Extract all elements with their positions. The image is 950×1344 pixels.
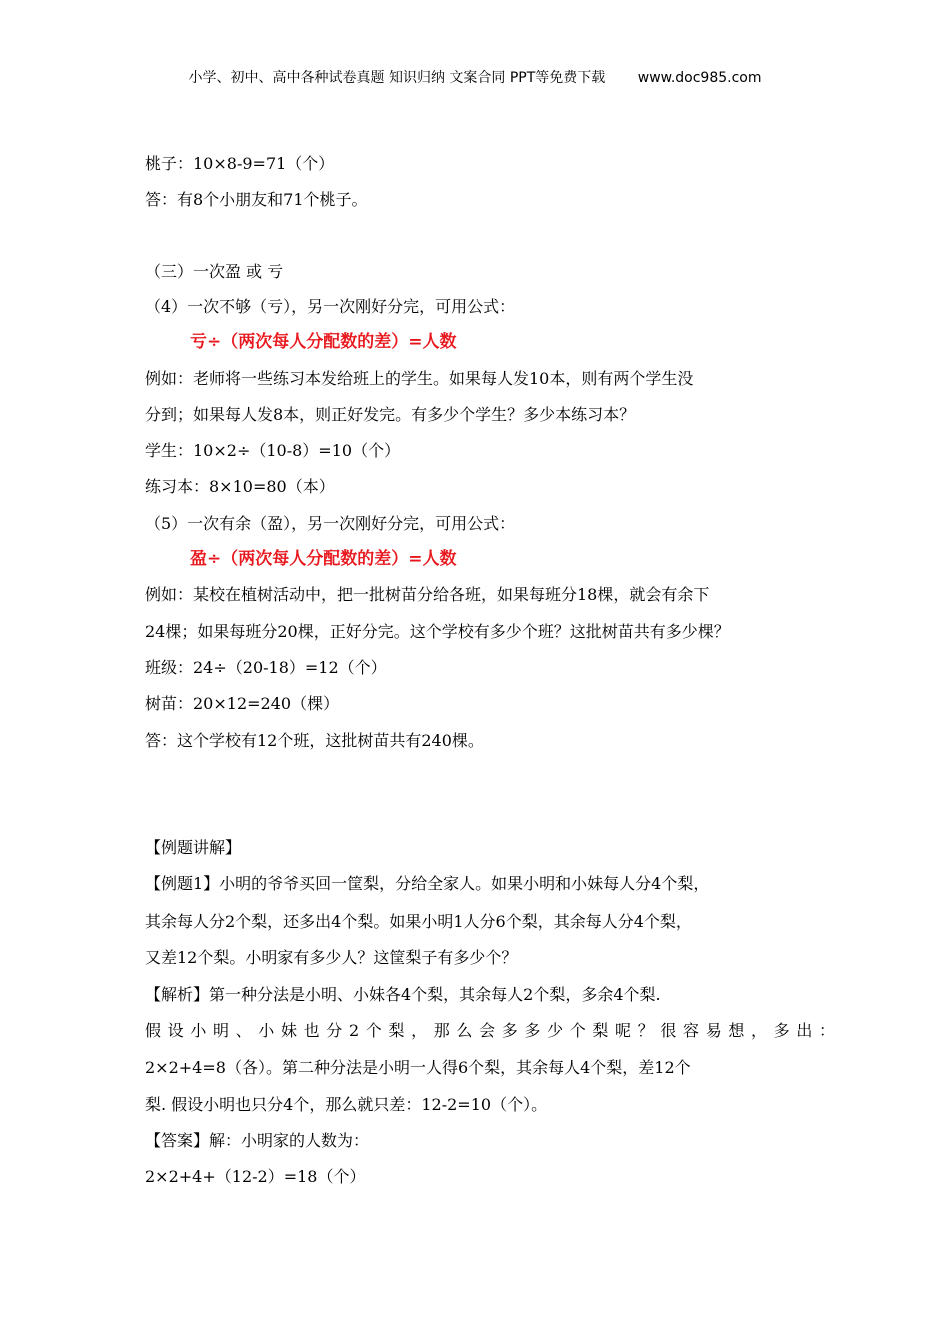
- text-line: 2×2+4=8（各）。第二种分法是小明一人得6个梨，其余每人4个梨，差12个: [145, 1058, 691, 1077]
- text-line: 梨. 假设小明也只分4个，那么就只差：12-2=10（个）。: [145, 1095, 548, 1114]
- header-site-link[interactable]: www.doc985.com: [637, 70, 762, 86]
- page-header: [0, 67, 950, 87]
- text-line: 例如：某校在植树活动中，把一批树苗分给各班，如果每班分18棵，就会有余下: [145, 585, 710, 604]
- formula-surplus: 盈÷（两次每人分配数的差）=人数: [190, 549, 457, 569]
- text-line: 练习本：8×10=80（本）: [145, 477, 335, 496]
- section-heading: （三）一次盈 或 亏: [145, 262, 284, 281]
- text-line: 班级：24÷（20-18）=12（个）: [145, 658, 387, 677]
- text-line: 树苗：20×12=240（棵）: [145, 694, 340, 713]
- text-line: 桃子：10×8-9=71（个）: [145, 154, 335, 173]
- text-line: 分到；如果每人发8本，则正好发完。有多少个学生？多少本练习本？: [145, 405, 636, 424]
- text-line: 假设小明、小妹也分2个梨，那么会多多少个梨呢？很容易想，多出：: [145, 1021, 835, 1040]
- formula-deficit: 亏÷（两次每人分配数的差）=人数: [190, 332, 457, 352]
- text-line: 又差12个梨。小明家有多少人？这筐梨子有多少个？: [145, 948, 518, 967]
- text-line: 【例题1】小明的爷爷买回一筐梨，分给全家人。如果小明和小妹每人分4个梨，: [145, 874, 710, 893]
- text-line: （5）一次有余（盈），另一次刚好分完，可用公式：: [145, 514, 516, 533]
- text-line: 学生：10×2÷（10-8）=10（个）: [145, 441, 401, 460]
- text-line: 【解析】第一种分法是小明、小妹各4个梨，其余每人2个梨，多余4个梨.: [145, 985, 661, 1004]
- text-line: 答：这个学校有12个班，这批树苗共有240棵。: [145, 731, 484, 750]
- text-line: 2×2+4+（12-2）=18（个）: [145, 1167, 366, 1186]
- text-line: 其余每人分2个梨，还多出4个梨。如果小明1人分6个梨，其余每人分4个梨，: [145, 912, 692, 931]
- section-heading: 【例题讲解】: [145, 838, 242, 857]
- text-line: （4）一次不够（亏），另一次刚好分完，可用公式：: [145, 297, 516, 316]
- header-text: 小学、初中、高中各种试卷真题 知识归纳 文案合同 PPT等免费下载: [188, 70, 606, 86]
- text-line: 【答案】解：小明家的人数为：: [145, 1131, 370, 1150]
- text-line: 例如：老师将一些练习本发给班上的学生。如果每人发10本，则有两个学生没: [145, 369, 694, 388]
- text-line: 24棵；如果每班分20棵，正好分完。这个学校有多少个班？这批树苗共有多少棵？: [145, 622, 730, 641]
- text-line: 答：有8个小朋友和71个桃子。: [145, 190, 368, 209]
